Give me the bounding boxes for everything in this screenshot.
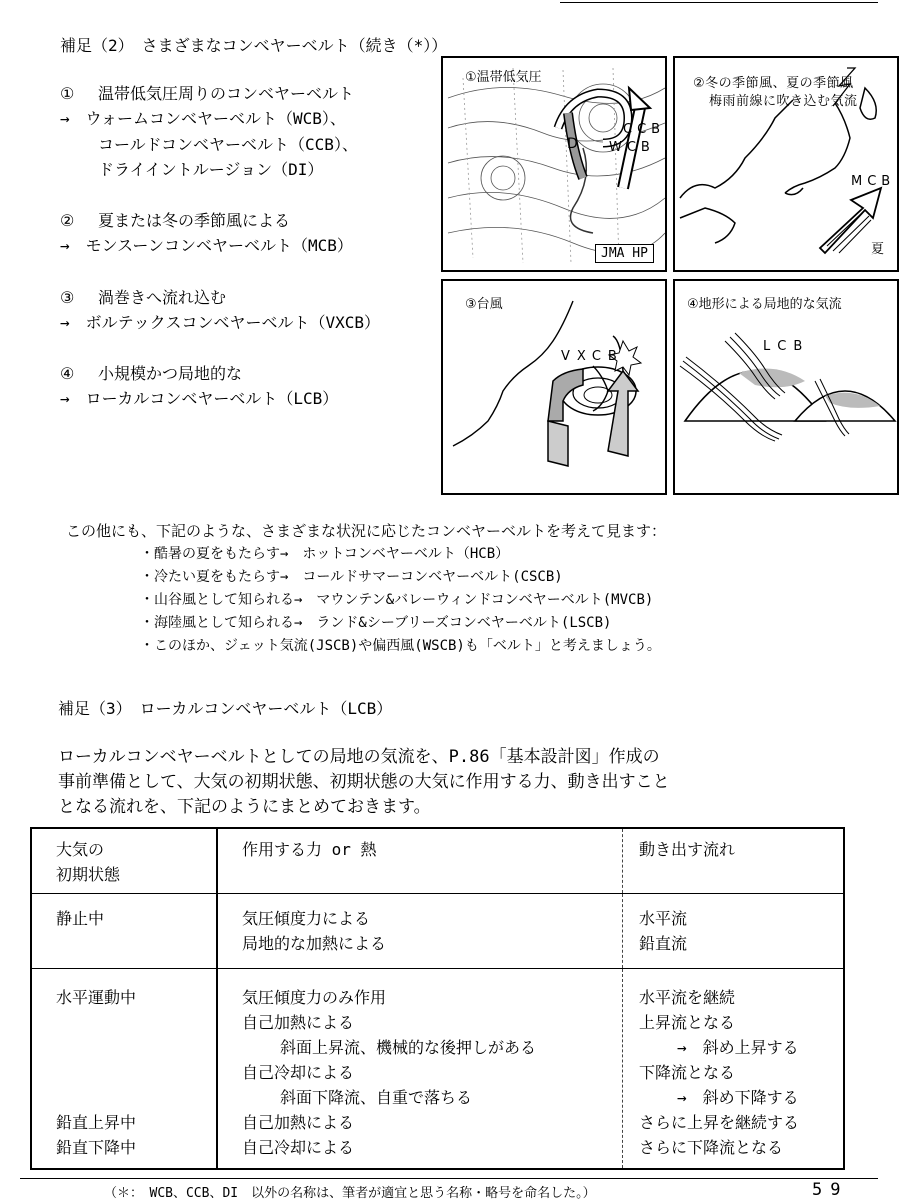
item-3-title: 渦巻きへ流れ込む — [98, 288, 227, 307]
item-2-title: 夏または冬の季節風による — [98, 211, 291, 230]
force-moving-2: 自己加熱による — [242, 1013, 355, 1032]
item-4-num: ④ — [60, 364, 75, 383]
item-1-line-2: コールドコンベヤーベルト（CCB）、 — [98, 135, 358, 154]
panel-1-tag-d: D — [567, 136, 583, 152]
panel-topographic — [673, 279, 899, 495]
cell-static-state — [31, 894, 217, 969]
item-1-num: ① — [60, 84, 75, 103]
typhoon-figure — [443, 281, 667, 495]
header-force — [217, 828, 623, 894]
flow-moving-2: 上昇流となる — [639, 1013, 736, 1032]
panel-4-tag-lcb: LCB — [763, 339, 810, 354]
header-initial-state — [31, 828, 217, 894]
page-number: 59 — [812, 1180, 849, 1200]
flow-static-2: 鉛直流 — [639, 934, 688, 953]
flow-moving-1: 水平流を継続 — [639, 988, 736, 1007]
state-horizontal: 水平運動中 — [56, 988, 137, 1007]
cell-static-forces — [217, 894, 623, 969]
others-item-1: ・酷暑の夏をもたらす→ ホットコンベヤーベルト（HCB） — [140, 546, 510, 562]
item-2-line-1: → モンスーンコンベヤーベルト（MCB） — [60, 236, 353, 255]
force-moving-1: 気圧傾度力のみ作用 — [242, 988, 387, 1007]
panel-1-label: ①温帯低気圧 — [465, 70, 542, 85]
panel-2-label-line-1: ②冬の季節風、夏の季節風 — [693, 76, 854, 91]
item-3-num: ③ — [60, 288, 75, 307]
force-static-1: 気圧傾度力による — [242, 909, 371, 928]
force-static-2: 局地的な加熱による — [242, 934, 387, 953]
header-flow — [623, 828, 845, 894]
cell-moving-forces — [217, 969, 623, 1170]
panel-monsoon — [673, 56, 899, 272]
item-4-title: 小規模かつ局地的な — [98, 364, 243, 383]
supplement3-paragraph-line-3: となる流れを、下記のようにまとめておきます。 — [58, 797, 431, 817]
header-force-label: 作用する力 or 熱 — [242, 840, 377, 859]
panel-typhoon — [441, 279, 667, 495]
others-item-2: ・冷たい夏をもたらす→ コールドサマーコンベヤーベルト(CSCB) — [140, 569, 563, 585]
panel-2-season-label: 夏 — [871, 242, 885, 257]
panel-extratropical-cyclone — [441, 56, 667, 272]
footer-rule — [20, 1178, 878, 1179]
others-item-3: ・山谷風として知られる→ マウンテン&バレーウィンドコンベヤーベルト(MVCB) — [140, 592, 654, 608]
item-1-line-3: ドライイントルージョン（DI） — [98, 160, 324, 179]
others-item-5: ・このほか、ジェット気流(JSCB)や偏西風(WSCB)も「ベルト」と考えましょう。 — [140, 638, 661, 654]
panel-2-tag-mcb: MCB — [851, 174, 896, 189]
force-moving-3: 斜面上昇流、機械的な後押しがある — [280, 1038, 537, 1057]
jma-source-box — [595, 244, 654, 263]
panel-4-label: ④地形による局地的な気流 — [687, 297, 842, 312]
state-spacer-3 — [56, 1060, 216, 1085]
table-row-static — [31, 894, 844, 969]
table-row-moving — [31, 969, 844, 1170]
state-spacer-4 — [56, 1085, 216, 1110]
table-header-row — [31, 828, 844, 894]
top-rule — [560, 2, 878, 3]
force-moving-6: 自己加熱による — [242, 1113, 355, 1132]
panel-1-tag-wcb: WCB — [609, 140, 655, 155]
state-vertical-up: 鉛直上昇中 — [56, 1113, 137, 1132]
jma-source-label: JMA HP — [601, 246, 648, 261]
item-4-line-1: → ローカルコンベヤーベルト（LCB） — [60, 389, 339, 408]
panel-2-label-line-2: 梅雨前線に吹き込む気流 — [709, 94, 858, 109]
cell-moving-states — [31, 969, 217, 1170]
item-1-line-1: → ウォームコンベヤーベルト（WCB）、 — [60, 109, 346, 128]
force-moving-7: 自己冷却による — [242, 1138, 355, 1157]
state-spacer-1 — [56, 1010, 216, 1035]
force-moving-5: 斜面下降流、自重で落ちる — [280, 1088, 473, 1107]
header-flow-label: 動き出す流れ — [639, 840, 736, 859]
flow-moving-4: 下降流となる — [639, 1063, 736, 1082]
flow-moving-6: さらに上昇を継続する — [639, 1113, 800, 1132]
topographic-flow-figure — [675, 281, 899, 495]
flow-static-1: 水平流 — [639, 909, 688, 928]
panel-3-tag-vxcb: VXCB — [561, 349, 624, 364]
lcb-table — [30, 827, 845, 1170]
footer-note: （＊： WCB、CCB、DI 以外の名称は、筆者が適宜と思う名称・略号を命名した。） — [104, 1186, 596, 1201]
cell-moving-flows — [623, 969, 845, 1170]
state-vertical-down: 鉛直下降中 — [56, 1138, 137, 1157]
item-1-title: 温帯低気圧周りのコンベヤーベルト — [98, 84, 355, 103]
flow-moving-3: → 斜め上昇する — [677, 1038, 799, 1057]
state-spacer-2 — [56, 1035, 216, 1060]
supplement3-paragraph-line-2: 事前準備として、大気の初期状態、初期状態の大気に作用する力、動き出すこと — [58, 772, 670, 792]
cell-static-flows — [623, 894, 845, 969]
panel-1-tag-ccb: CCB — [623, 122, 666, 137]
panel-3-label: ③台風 — [465, 297, 503, 312]
item-3-line-1: → ボルテックスコンベヤーベルト（VXCB） — [60, 313, 381, 332]
supplement3-heading: 補足（3） ローカルコンベヤーベルト（LCB） — [58, 699, 393, 718]
supplement2-heading: 補足（2） さまざまなコンベヤーベルト（続き（*）） — [60, 36, 448, 55]
weather-map-figure — [443, 58, 667, 272]
others-item-4: ・海陸風として知られる→ ランド&シーブリーズコンベヤーベルト(LSCB) — [140, 615, 612, 631]
flow-moving-7: さらに下降流となる — [639, 1138, 784, 1157]
header-initial-state-line-2: 初期状態 — [56, 865, 121, 884]
item-2-num: ② — [60, 211, 75, 230]
flow-moving-5: → 斜め下降する — [677, 1088, 799, 1107]
header-initial-state-line-1: 大気の — [56, 840, 105, 859]
supplement3-paragraph-line-1: ローカルコンベヤーベルトとしての局地の気流を、P.86「基本設計図」作成の — [58, 747, 660, 767]
state-static: 静止中 — [56, 909, 105, 928]
force-moving-4: 自己冷却による — [242, 1063, 355, 1082]
others-intro: この他にも、下記のような、さまざまな状況に応じたコンベヤーベルトを考えて見ます： — [66, 522, 667, 540]
